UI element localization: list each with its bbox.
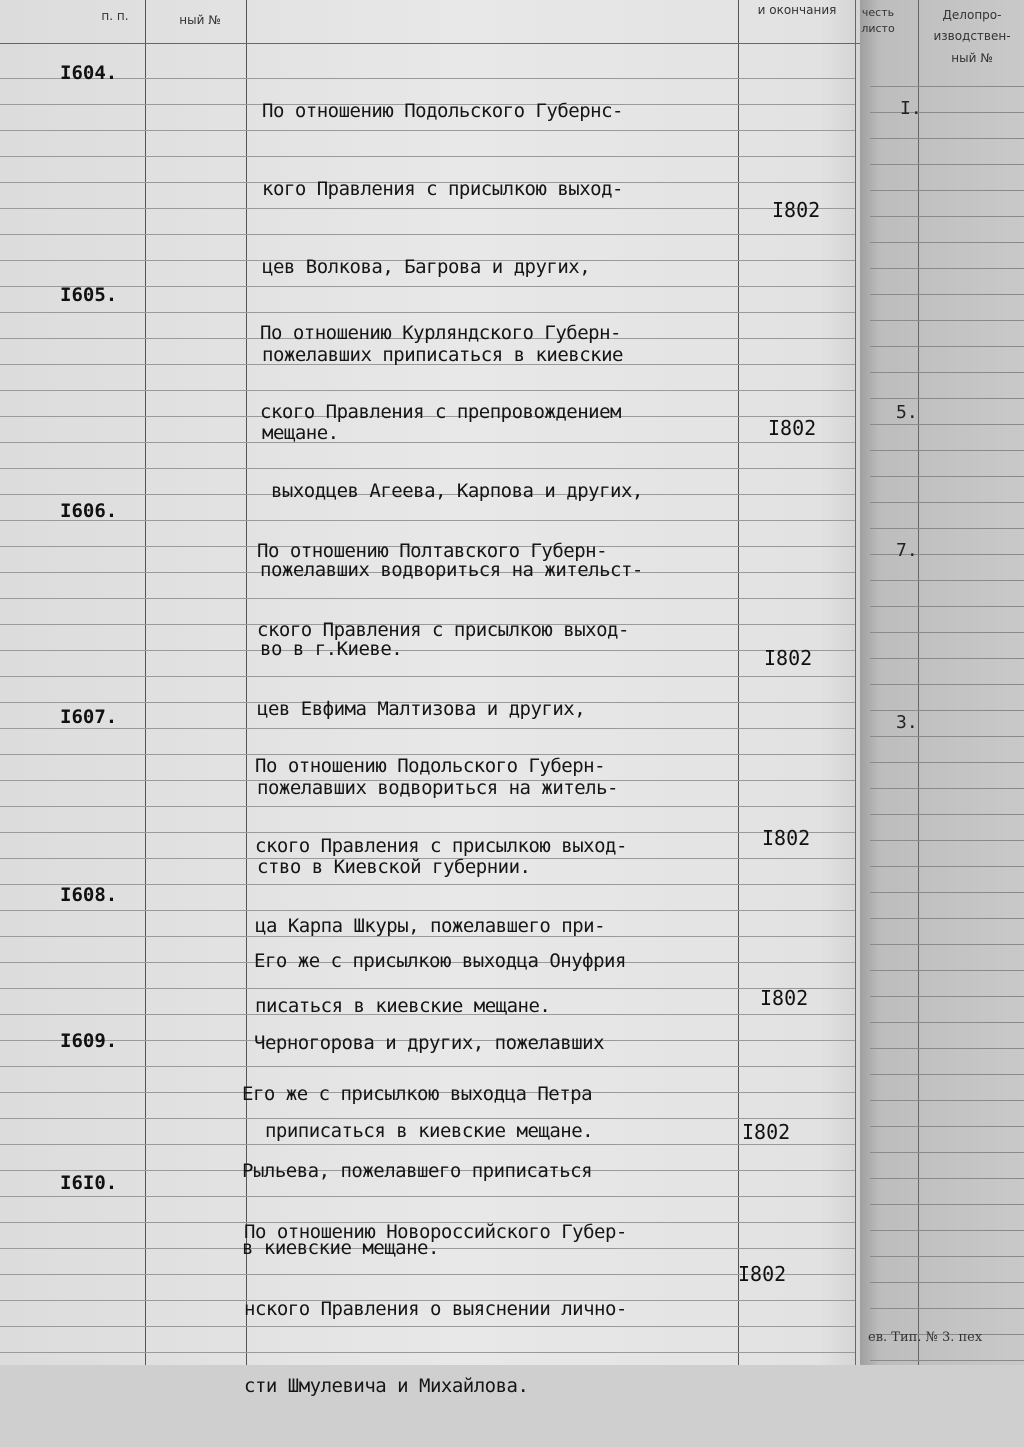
entry-line: цев Евфима Малтизова и других, (257, 698, 586, 720)
entry-line: пожелавших приписаться в киевские (262, 344, 623, 366)
right-page-rule (870, 1256, 1024, 1257)
right-mark-1: I. (900, 98, 922, 119)
right-page-rule (870, 1022, 1024, 1023)
right-page-rule (870, 918, 1024, 919)
entry-line: во в г.Киеве. (260, 638, 403, 660)
entry-line: цев Волкова, Багрова и других, (262, 256, 591, 278)
right-mark-3: 7. (896, 540, 918, 561)
entry-line: приписаться в киевские мещане. (254, 1120, 594, 1142)
underlying-page (860, 0, 1024, 1365)
entry-line: мещане. (262, 422, 339, 444)
entry-year: I802 (768, 416, 817, 440)
right-page-rule (870, 1360, 1024, 1361)
right-page-rule (870, 164, 1024, 165)
right-page-rule (870, 736, 1024, 737)
right-page-rule (870, 658, 1024, 659)
right-page-rule (870, 1074, 1024, 1075)
entry-number: I6I0. (60, 1172, 118, 1194)
entry-line: в киевские мещане. (242, 1237, 439, 1259)
right-page-rule (870, 970, 1024, 971)
entry-line: Черногорова и других, пожелавших (254, 1032, 605, 1054)
right-page-rule (870, 1178, 1024, 1179)
header-col-number: п. п. (101, 9, 129, 23)
right-page-rule (870, 554, 1024, 555)
right-page-rule (870, 814, 1024, 815)
right-page-rule (870, 112, 1024, 113)
right-page-rule (870, 944, 1024, 945)
entry-year: I802 (738, 1262, 787, 1286)
entry-year: I802 (764, 646, 813, 670)
entry-year: I802 (772, 198, 821, 222)
right-page-rule (870, 372, 1024, 373)
right-page-rule (870, 450, 1024, 451)
entry-line: ского Правления с препровождением (260, 401, 621, 423)
right-page-rule (870, 1100, 1024, 1101)
right-page-rule (870, 580, 1024, 581)
entry-year: I802 (742, 1120, 791, 1144)
right-page-rule (870, 1204, 1024, 1205)
entry-line: нского Правления о выяснении лично- (244, 1298, 627, 1320)
entry-text (244, 1172, 627, 1447)
right-page-rule (870, 294, 1024, 295)
entry-number: I607. (60, 706, 118, 728)
right-page-rule (870, 138, 1024, 139)
right-page-rule (870, 1282, 1024, 1283)
right-page-rule (870, 762, 1024, 763)
entry-number: I609. (60, 1030, 118, 1052)
right-page-rule (870, 1048, 1024, 1049)
entry-number: I605. (60, 284, 118, 306)
right-page-rule (870, 996, 1024, 997)
header-col-archive: ный № (179, 13, 221, 27)
right-page-rule (870, 502, 1024, 503)
entry-number: I608. (60, 884, 118, 906)
header-rule (0, 43, 860, 44)
right-page-rule (870, 216, 1024, 217)
right-page-rule (870, 632, 1024, 633)
right-page-rule (870, 190, 1024, 191)
entry-number: I606. (60, 500, 118, 522)
entry-line: По отношению Подольского Губернс- (262, 100, 623, 122)
right-page-rule (870, 866, 1024, 867)
column-rule-3 (738, 0, 739, 1365)
entry-line: пожелавших водвориться на жительст- (260, 559, 643, 581)
right-page-rule (870, 528, 1024, 529)
entry-line: пожелавших водвориться на житель- (257, 777, 618, 799)
right-page-rule (870, 320, 1024, 321)
entry-line: выходцев Агеева, Карпова и других, (260, 480, 643, 502)
entry-number: I604. (60, 62, 118, 84)
right-page-rule (870, 1230, 1024, 1231)
entry-line: По отношению Подольского Губерн- (255, 755, 606, 777)
printer-imprint: ев. Тип. № 3. пех (868, 1330, 983, 1345)
entry-line: Рыльева, пожелавшего приписаться (242, 1160, 593, 1182)
right-page-rule (870, 840, 1024, 841)
header-col-office-2: изводствен- (933, 29, 1011, 43)
right-page-rule (870, 710, 1024, 711)
right-page-rule (870, 398, 1024, 399)
entry-line: Его же с присылкою выходца Онуфрия (254, 950, 626, 972)
right-page-rule (870, 606, 1024, 607)
right-page-rule (870, 242, 1024, 243)
column-rule-5 (918, 0, 919, 1365)
right-page-rule (870, 1308, 1024, 1309)
entry-line: писаться в киевские мещане. (255, 995, 551, 1017)
header-col-office-3: ный № (951, 51, 993, 65)
entry-line: сти Шмулевича и Михайлова. (244, 1375, 529, 1397)
right-page-rule (870, 268, 1024, 269)
entry-line: ского Правления с присылкою выход- (257, 619, 629, 641)
right-page-rule (870, 424, 1024, 425)
right-page-rule (870, 346, 1024, 347)
right-page-rule (870, 1126, 1024, 1127)
right-mark-4: 3. (896, 712, 918, 733)
right-page-rule (870, 476, 1024, 477)
column-rule-1 (145, 0, 146, 1365)
entry-line: Его же с присылкою выходца Петра (242, 1083, 593, 1105)
entry-year: I802 (760, 986, 809, 1010)
right-page-rule (870, 788, 1024, 789)
header-col-office-1: Делопро- (942, 8, 1002, 22)
right-page-rule (870, 684, 1024, 685)
header-col-dates: и окончания (757, 3, 837, 17)
entry-year: I802 (762, 826, 811, 850)
right-mark-2: 5. (896, 402, 918, 423)
entry-line: кого Правления с присылкою выход- (262, 178, 623, 200)
column-rule-4 (855, 0, 856, 1365)
right-page-rule (870, 892, 1024, 893)
header-col-sheets-2: листо (861, 22, 895, 35)
entry-line: По отношению Новороссийского Губер- (244, 1221, 627, 1243)
entry-line: По отношению Полтавского Губерн- (257, 540, 608, 562)
right-page-rule (870, 86, 1024, 87)
entry-line: ца Карпа Шкуры, пожелавшего при- (255, 915, 606, 937)
right-page-rule (870, 1152, 1024, 1153)
entry-line: ского Правления с присылкою выход- (255, 835, 627, 857)
header-col-sheets-1: честь (861, 6, 895, 19)
entry-line: ство в Киевской губернии. (257, 856, 531, 878)
entry-line: По отношению Курляндского Губерн- (260, 322, 621, 344)
